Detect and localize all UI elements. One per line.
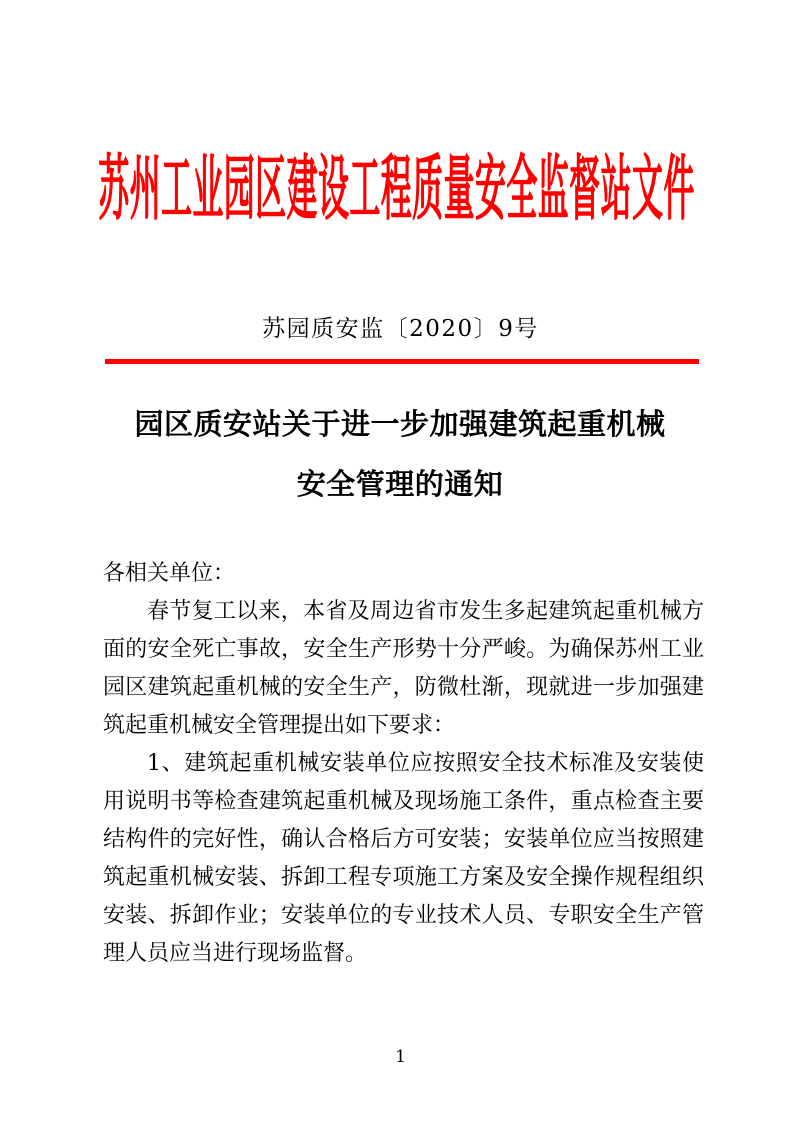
body-paragraph-1: 春节复工以来，本省及周边省市发生多起建筑起重机械方面的安全死亡事故，安全生产形势十分严峻。为确保苏州工业园区建筑起重机械的安全生产，防微杜渐，现就进一步加强建筑起重机械安全管理提出如下要求： [103,599,704,738]
notice-body [103,555,704,973]
page-number: 1 [395,1047,406,1067]
red-letterhead-title: 苏州工业园区建设工程质量安全监督站文件 [98,147,695,231]
salutation: 各相关单位： [103,561,236,586]
body-paragraph-2: 1、建筑起重机械安装单位应按照安全技术标准及安装使用说明书等检查建筑起重机械及现场施工条件，重点检查主要结构件的完好性，确认合格后方可安装；安装单位应当按照建筑起重机械安装、拆卸工程专项施工方案及安全操作规程组织安装、拆卸作业；安装单位的专业技术人员、专职安全生产管理人员应当进行现场监督。 [103,751,704,966]
notice-title-line1: 园区质安站关于进一步加强建筑起重机械 [134,407,666,441]
document-number: 苏园质安监〔2020〕9号 [262,316,539,342]
notice-title-line2: 安全管理的通知 [296,467,504,501]
red-divider-line [105,359,699,364]
notice-title [7,394,793,514]
